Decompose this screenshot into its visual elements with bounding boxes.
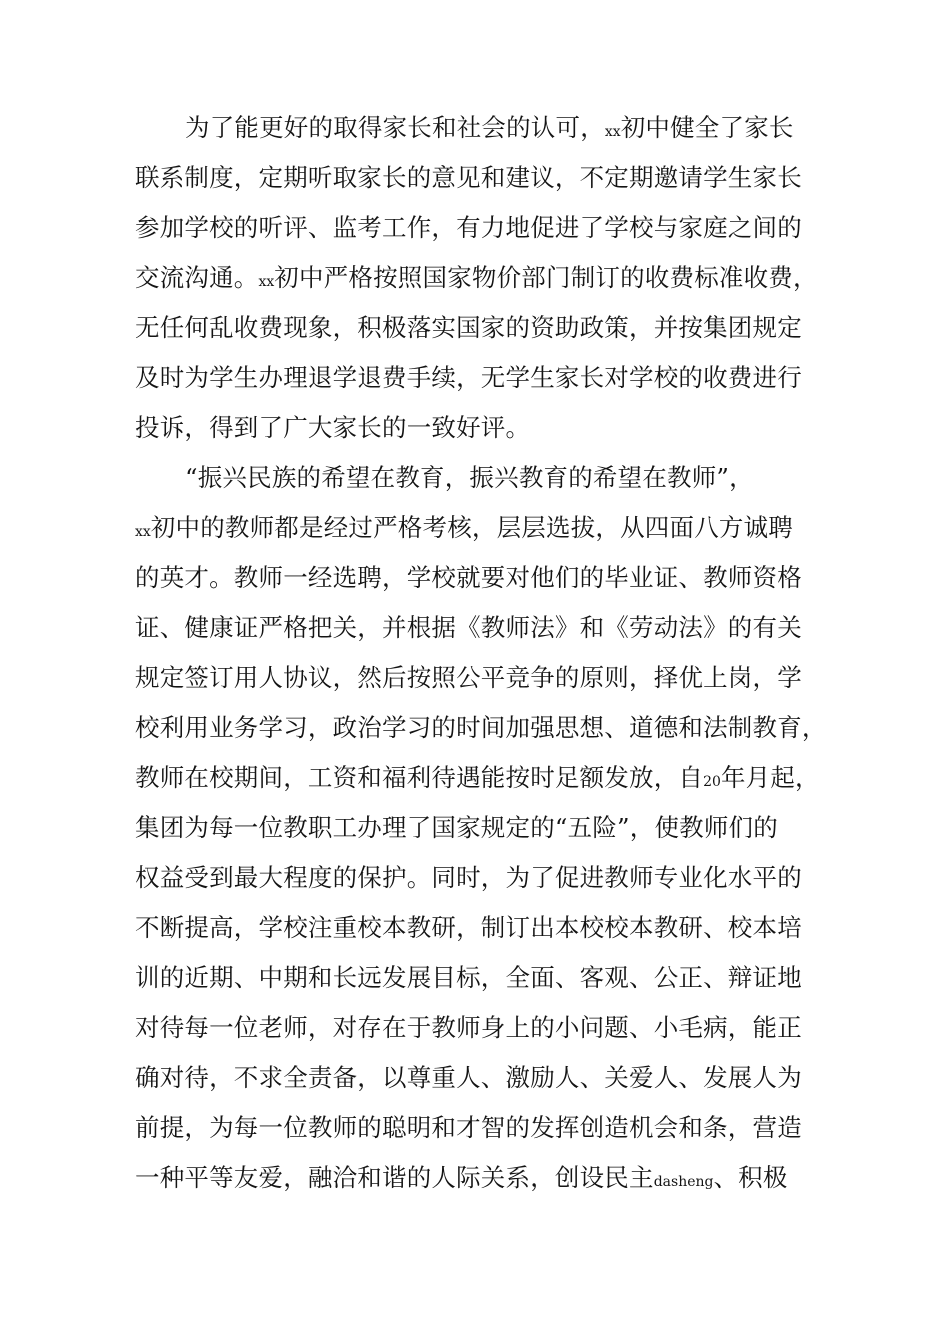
text-line bbox=[135, 1053, 835, 1103]
text-segment: 不断提高，学校注重校本教研，制订出本校校本教研、校本培 bbox=[135, 913, 802, 942]
text-segment: 参加学校的听评、监考工作，有力地促进了学校与家庭之间的 bbox=[135, 213, 802, 242]
text-segment: 联系制度，定期听取家长的意见和建议，不定期邀请学生家长 bbox=[135, 163, 802, 192]
text-segment: 及时为学生办理退学退费手续，无学生家长对学校的收费进行 bbox=[135, 363, 802, 392]
text-line bbox=[135, 803, 835, 853]
text-segment: 、积极 bbox=[713, 1163, 788, 1192]
inline-small-text: dasheng bbox=[653, 1174, 714, 1190]
text-segment: 确对待，不求全责备，以尊重人、激励人、关爱人、发展人为 bbox=[135, 1063, 802, 1092]
text-segment: 对待每一位老师，对存在于教师身上的小问题、小毛病，能正 bbox=[135, 1013, 802, 1042]
text-line bbox=[135, 353, 835, 403]
text-line bbox=[135, 953, 835, 1003]
text-segment: 教师在校期间，工资和福利待遇能按时足额发放，自 bbox=[135, 763, 704, 792]
text-line bbox=[135, 553, 835, 603]
text-segment: 初中健全了家长 bbox=[620, 113, 794, 142]
inline-small-text: xx bbox=[135, 524, 151, 540]
text-segment: 训的近期、中期和长远发展目标，全面、客观、公正、辩证地 bbox=[135, 963, 802, 992]
text-line bbox=[135, 253, 835, 303]
text-line bbox=[135, 103, 835, 153]
text-segment: 规定签订用人协议，然后按照公平竞争的原则，择优上岗，学 bbox=[135, 663, 802, 692]
text-segment: 为了能更好的取得家长和社会的认可， bbox=[185, 113, 605, 142]
text-line bbox=[135, 153, 835, 203]
text-segment: 前提，为每一位教师的聪明和才智的发挥创造机会和条，营造 bbox=[135, 1113, 802, 1142]
text-line bbox=[135, 403, 835, 453]
paragraph-teacher-recruitment bbox=[135, 453, 835, 1203]
text-line bbox=[135, 703, 835, 753]
text-segment: 无任何乱收费现象，积极落实国家的资助政策，并按集团规定 bbox=[135, 313, 802, 342]
text-segment: 交流沟通。 bbox=[135, 263, 259, 292]
inline-small-text: xx bbox=[604, 124, 621, 140]
text-line bbox=[135, 903, 835, 953]
text-line bbox=[135, 1103, 835, 1153]
inline-small-text: xx bbox=[258, 274, 275, 290]
text-segment: “振兴民族的希望在教育，振兴教育的希望在教师”， bbox=[185, 463, 754, 492]
text-line bbox=[135, 503, 835, 553]
text-segment: 校利用业务学习，政治学习的时间加强思想、道德和法制教育， bbox=[135, 713, 827, 742]
text-line bbox=[135, 1153, 835, 1203]
text-segment: 投诉，得到了广大家长的一致好评。 bbox=[135, 413, 531, 442]
text-line bbox=[135, 853, 835, 903]
text-segment: 的英才。教师一经选聘，学校就要对他们的毕业证、教师资格 bbox=[135, 563, 802, 592]
text-line bbox=[135, 453, 835, 503]
paragraph-parent-communication bbox=[135, 103, 835, 453]
text-segment: 初中严格按照国家物价部门制订的收费标准收费， bbox=[274, 263, 818, 292]
text-segment: 证、健康证严格把关，并根据《教师法》和《劳动法》的有关 bbox=[135, 613, 802, 642]
text-segment: 权益受到最大程度的保护。同时，为了促进教师专业化水平的 bbox=[135, 863, 802, 892]
text-line bbox=[135, 753, 835, 803]
text-line bbox=[135, 1003, 835, 1053]
text-segment: 初中的教师都是经过严格考核，层层选拔，从四面八方诚聘 bbox=[150, 513, 793, 542]
inline-small-text: 20 bbox=[703, 774, 721, 790]
text-segment: 年月起， bbox=[720, 763, 820, 792]
text-line bbox=[135, 203, 835, 253]
text-line bbox=[135, 653, 835, 703]
text-segment: 一种平等友爱，融洽和谐的人际关系，创设民主 bbox=[135, 1163, 654, 1192]
text-line bbox=[135, 603, 835, 653]
text-segment: 集团为每一位教职工办理了国家规定的“五险”，使教师们的 bbox=[135, 813, 778, 842]
text-line bbox=[135, 303, 835, 353]
